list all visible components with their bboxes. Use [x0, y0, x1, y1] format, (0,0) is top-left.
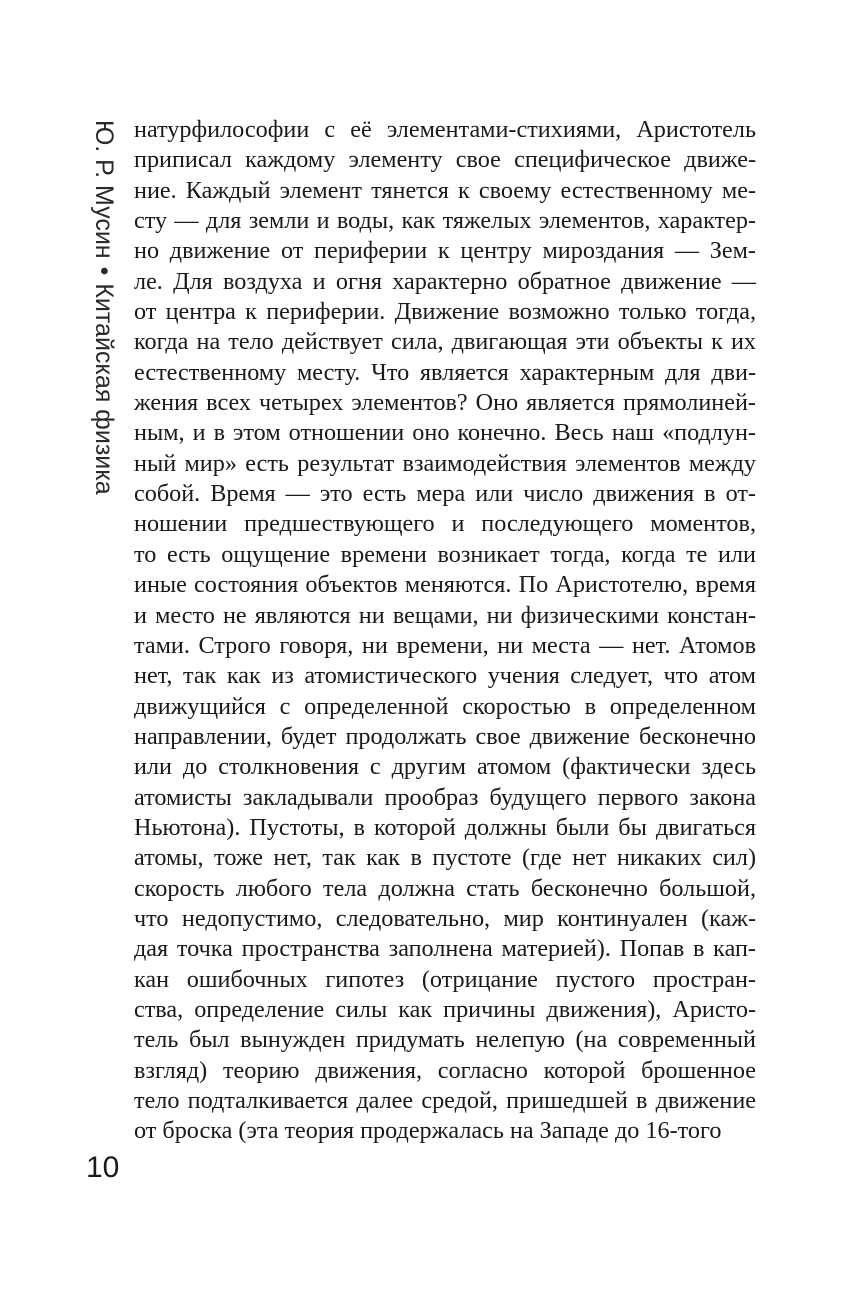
text-line: то есть ощущение времени возникает тогда, когда те или — [134, 540, 756, 568]
text-line: собой. Время — это есть мера или число движения в от- — [134, 480, 756, 508]
running-head-title: Китайская физика — [90, 283, 118, 495]
text-line: от броска (эта теория продержалась на Западе до 16-того — [134, 1117, 722, 1145]
text-line: ношении предшествующего и последующего моментов, — [134, 510, 756, 538]
text-line: ние. Каждый элемент тянется к своему естественному ме- — [134, 176, 756, 204]
text-line: жения всех четырех элементов? Оно является прямолиней- — [134, 389, 756, 417]
text-line: скорость любого тела должна стать бесконечно большой, — [134, 874, 756, 902]
text-line: ным, и в этом отношении оно конечно. Весь наш «подлун- — [134, 419, 756, 447]
text-line: тель был вынужден придумать нелепую (на современный — [134, 1026, 756, 1054]
text-line: Ньютона). Пустоты, в которой должны были бы двигаться — [134, 813, 756, 841]
text-line: взгляд) теорию движения, согласно которой брошенное — [134, 1056, 756, 1084]
page-number: 10 — [86, 1151, 120, 1184]
text-line: но движение от периферии к центру мироздания — Зем- — [134, 237, 756, 265]
running-head-author: Ю. Р. Мусин — [90, 120, 118, 259]
text-line: направлении, будет продолжать свое движение бесконечно — [134, 722, 756, 750]
text-line: иные состояния объектов меняются. По Аристотелю, время — [134, 571, 756, 599]
text-line: тело подталкивается далее средой, пришедшей в движение — [134, 1087, 756, 1114]
text-line: атомы, тоже нет, так как в пустоте (где нет никаких сил) — [134, 844, 756, 872]
text-line: ле. Для воздуха и огня характерно обратное движение — — [134, 267, 756, 295]
text-line: сту — для земли и воды, как тяжелых элементов, характер- — [134, 207, 756, 235]
running-head-separator: • — [90, 266, 118, 276]
text-line: когда на тело действует сила, двигающая эти объекты к их — [134, 328, 756, 356]
text-line: приписал каждому элементу свое специфическое движе- — [134, 146, 756, 174]
text-line: кан ошибочных гипотез (отрицание пустого простран- — [134, 965, 756, 993]
text-line: натурфилософии с её элементами-стихиями, Аристотель — [134, 116, 756, 143]
text-line: ства, определение силы как причины движения), Аристо- — [134, 995, 756, 1023]
text-line: или до столкновения с другим атомом (фактически здесь — [134, 753, 756, 781]
text-line: дая точка пространства заполнена материей). Попав в кап- — [134, 935, 756, 963]
text-line: и место не являются ни вещами, ни физическими констан- — [134, 601, 756, 629]
running-head — [84, 120, 124, 680]
text-line: движущийся с определенной скоростью в определенном — [134, 692, 756, 720]
text-line: нет, так как из атомистического учения следует, что атом — [134, 662, 756, 690]
text-line: что недопустимо, следовательно, мир континуален (каж- — [134, 904, 756, 932]
text-line: от центра к периферии. Движение возможно только тогда, — [134, 298, 756, 326]
text-line: тами. Строго говоря, ни времени, ни места — нет. Атомов — [134, 631, 756, 659]
text-line: естественному месту. Что является характерным для дви- — [134, 358, 756, 386]
text-line: ный мир» есть результат взаимодействия элементов между — [134, 449, 756, 477]
body-text — [134, 115, 756, 1147]
text-line: атомисты закладывали прообраз будущего первого закона — [134, 783, 756, 811]
